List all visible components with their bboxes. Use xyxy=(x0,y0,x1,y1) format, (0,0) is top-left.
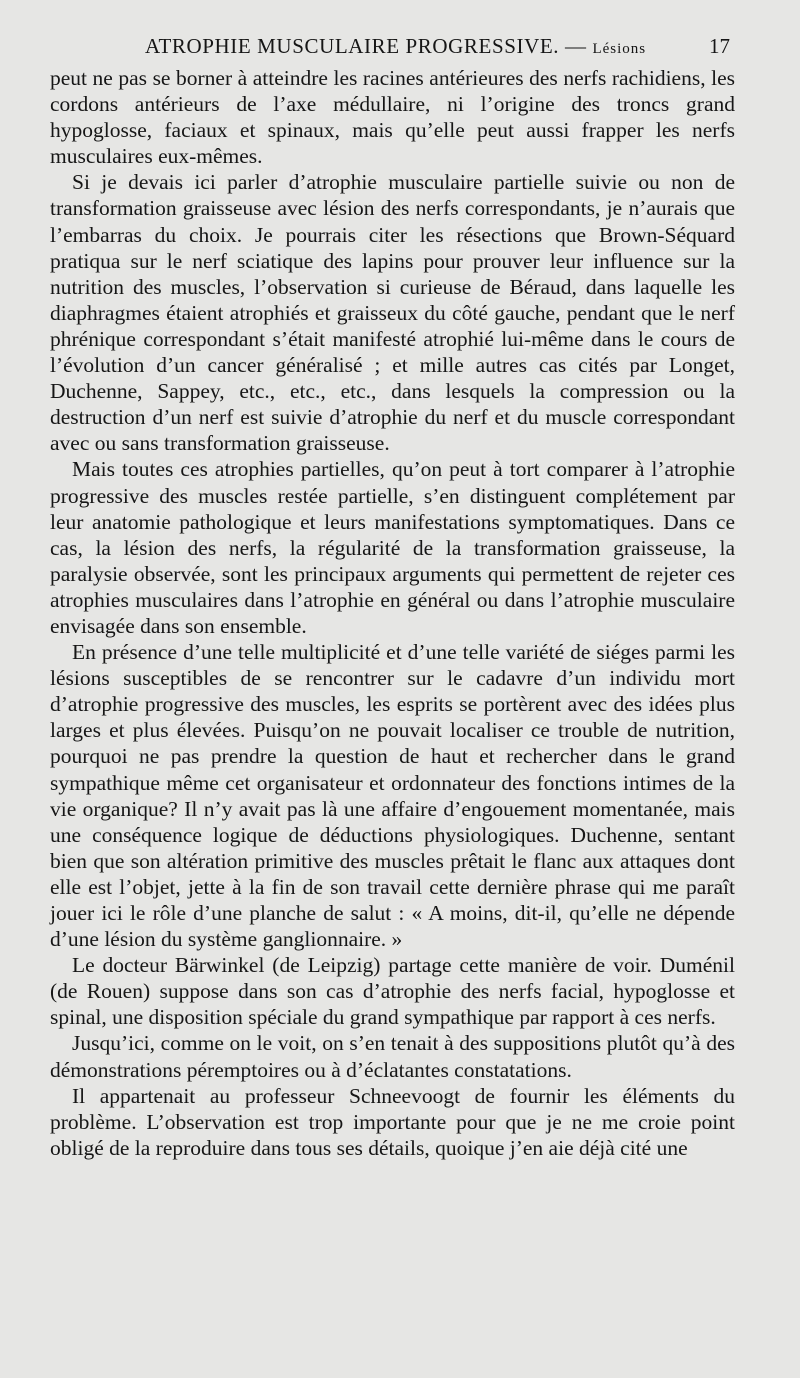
paragraph: En présence d’une telle multiplicité et d’une telle variété de siéges parmi les lésions susceptibles de se rencontrer sur le cadavre d’un individu mort d’atrophie progressive des muscles, les esprits se portèrent avec des idées plus larges et plus élevées. Puisqu’on ne pouvait localiser ce trouble de nutrition, pourquoi ne pas prendre la question de haut et rechercher dans le grand sympathique même cet organisateur et ordonnateur des fonctions intimes de la vie organique? Il n’y avait pas là une affaire d’engouement momentanée, mais une conséquence logique de déductions physiologiques. Duchenne, sentant bien que son altération primitive des muscles prêtait le flanc aux attaques dont elle est l’objet, jette à la fin de son travail cette dernière phrase qui me paraît jouer ici le rôle d’une planche de salut : « A moins, dit-il, qu’elle ne dépende d’une lésion du système ganglionnaire. » xyxy=(50,640,735,952)
section-title: Lésions xyxy=(592,41,647,57)
paragraph: Si je devais ici parler d’atrophie musculaire partielle suivie ou non de transformation graisseuse avec lésion des nerfs correspondants, je n’aurais que l’embarras du choix. Je pourrais citer les résections que Brown-Séquard pratiqua sur le nerf sciatique des lapins pour prouver leur influence sur la nutrition des muscles, l’observation si curieuse de Béraud, dans laquelle les diaphragmes étaient atrophiés et graisseux du côté gauche, pendant que le nerf phrénique correspondant s’était manifesté atrophié lui-même dans le cours de l’évolution d’un cancer généralisé ; et mille autres cas cités par Longet, Duchenne, Sappey, etc., etc., etc., dans lesquels la compression ou la destruction d’un nerf est suivie d’atrophie du nerf et du muscle correspondant avec ou sans transformation graisseuse. xyxy=(50,170,735,456)
running-title: ATROPHIE MUSCULAIRE PROGRESSIVE. — Lésions xyxy=(145,34,647,58)
paragraph: Il appartenait au professeur Schneevoogt de fournir les éléments du problème. L’observation est trop importante pour que je ne me croie point obligé de la reproduire dans tous ses détails, quoique j’en aie déjà cité une xyxy=(50,1083,735,1160)
page-body xyxy=(50,65,735,1161)
paragraph: Jusqu’ici, comme on le voit, on s’en tenait à des suppositions plutôt qu’à des démonstrations péremptoires ou à d’éclatantes constatations. xyxy=(50,1031,735,1082)
paragraph: peut ne pas se borner à atteindre les racines antérieures des nerfs rachidiens, les cordons antérieurs de l’axe médullaire, ni l’origine des troncs grand hypoglosse, faciaux et spinaux, mais qu’elle peut aussi frapper les nerfs musculaires eux-mêmes. xyxy=(50,66,735,169)
paragraph: Le docteur Bärwinkel (de Leipzig) partage cette manière de voir. Duménil (de Rouen) suppose dans son cas d’atrophie des nerfs facial, hypoglosse et spinal, une disposition spéciale du grand sympathique par rapport à ces nerfs. xyxy=(50,953,735,1030)
page-number: 17 xyxy=(709,34,730,58)
paragraph: Mais toutes ces atrophies partielles, qu’on peut à tort comparer à l’atrophie progressive des muscles restée partielle, s’en distinguent complétement par leur anatomie pathologique et leurs manifestations symptomatiques. Dans ce cas, la lésion des nerfs, la régularité de la transformation graisseuse, la paralysie observée, sont les principaux arguments qui permettent de rejeter ces atrophies musculaires dans l’atrophie en général ou dans l’atrophie musculaire envisagée dans son ensemble. xyxy=(50,457,735,638)
running-header xyxy=(50,34,740,64)
